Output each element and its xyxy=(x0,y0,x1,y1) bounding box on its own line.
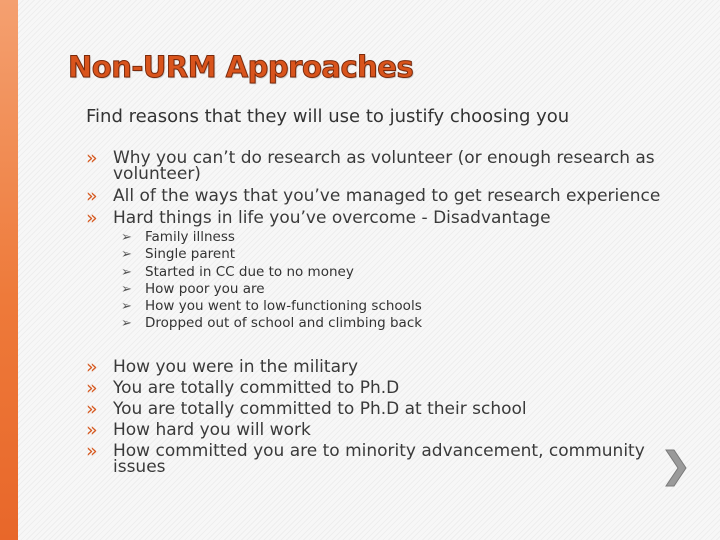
list-item-text: How hard you will work xyxy=(113,419,311,440)
sub-bullet-marker: ➢ xyxy=(121,264,132,280)
list-item xyxy=(86,418,676,441)
bullet-marker: » xyxy=(86,185,98,207)
list-item-text: You are totally committed to Ph.D at their school xyxy=(113,398,527,419)
sub-list-item xyxy=(113,315,676,332)
sub-bullet-marker: ➢ xyxy=(121,247,132,263)
sub-list-item-text: How poor you are xyxy=(145,280,265,297)
list-item xyxy=(86,376,676,399)
sub-list-item-text: How you went to low-functioning schools xyxy=(145,298,422,315)
bullet-marker: » xyxy=(86,207,98,229)
sub-list-item-text: Single parent xyxy=(145,246,236,263)
bullet-list xyxy=(86,147,676,480)
bullet-marker: » xyxy=(86,397,98,420)
bullet-marker: » xyxy=(86,147,98,169)
sub-bullet-list xyxy=(113,229,676,333)
list-item xyxy=(86,185,676,207)
slide-subtitle: Find reasons that they will use to justify choosing you xyxy=(86,106,570,127)
list-item-text: How you were in the military xyxy=(113,356,359,377)
bullet-marker: » xyxy=(86,418,98,441)
sub-bullet-marker: ➢ xyxy=(121,230,132,245)
sub-list-item xyxy=(113,298,676,315)
list-item-text: Why you can’t do research as volunteer (or enough research as volunteer) xyxy=(113,148,655,184)
sub-bullet-marker: ➢ xyxy=(121,316,132,332)
list-item xyxy=(86,355,676,378)
sub-bullet-marker: ➢ xyxy=(121,299,132,315)
bullet-marker: » xyxy=(86,376,98,399)
sub-list-item-text: Dropped out of school and climbing back xyxy=(145,315,423,332)
list-item-text: How committed you are to minority advancement, community issues xyxy=(113,440,645,477)
chevron-right-icon[interactable] xyxy=(662,448,688,488)
list-item xyxy=(86,207,676,333)
list-item-text: All of the ways that you’ve managed to get research experience xyxy=(113,186,661,206)
sub-list-item xyxy=(113,264,676,281)
sub-list-item xyxy=(113,229,676,246)
sub-list-item xyxy=(113,246,676,263)
sub-bullet-marker: ➢ xyxy=(121,281,132,297)
sub-list-item-text: Family illness xyxy=(145,229,235,245)
slide-title: Non-URM Approaches xyxy=(68,50,414,84)
list-item-text: You are totally committed to Ph.D xyxy=(113,377,400,398)
bullet-marker: » xyxy=(86,355,98,378)
list-item xyxy=(86,147,676,184)
sub-list-item xyxy=(113,281,676,298)
list-item xyxy=(86,439,676,477)
list-item-text: Hard things in life you’ve overcome - Disadvantage xyxy=(113,208,551,228)
accent-bar xyxy=(0,0,18,540)
bullet-marker: » xyxy=(86,439,98,462)
sub-list-item-text: Started in CC due to no money xyxy=(145,263,354,280)
list-item xyxy=(86,397,676,420)
